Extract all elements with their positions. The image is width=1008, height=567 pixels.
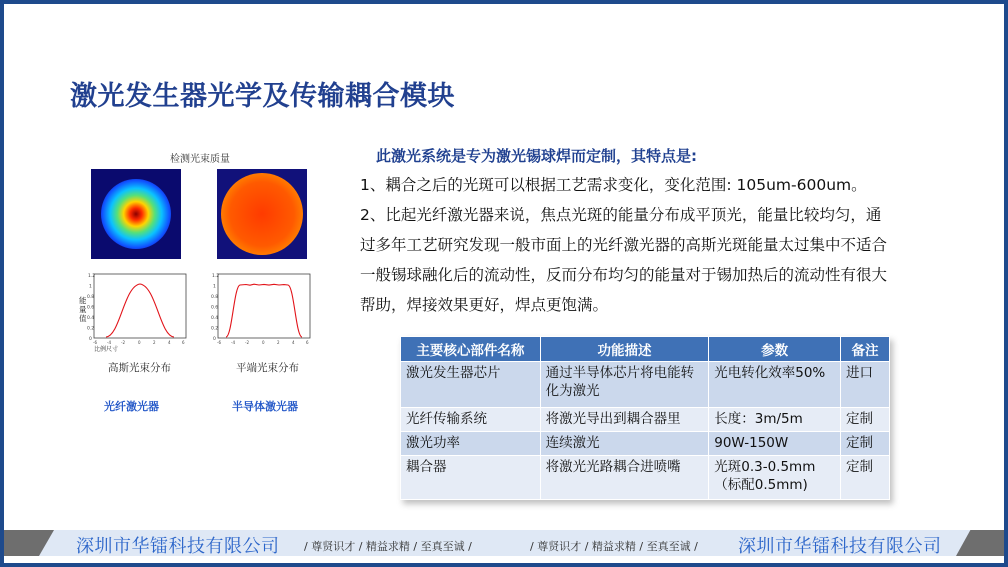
ytick: 0 [89, 337, 92, 342]
page-title: 激光发生器光学及传输耦合模块 [70, 81, 455, 112]
xtick: 4 [292, 340, 295, 345]
beam-quality-figure [78, 136, 342, 426]
table-cell: 连续激光 [540, 432, 709, 456]
xtick: -6 [217, 340, 221, 345]
gaussian-profile-plot [78, 272, 190, 352]
quality-label: 检测光束质量 [170, 154, 230, 165]
table-cell: 将激光光路耦合进喷嘴 [540, 456, 709, 500]
column-header: 主要核心部件名称 [401, 337, 541, 362]
flat-top-caption: 平端光束分布 [236, 362, 299, 374]
table-cell: 90W-150W [709, 432, 841, 456]
gaussian-curve [106, 284, 174, 337]
table-cell: 激光功率 [401, 432, 541, 456]
ytick: 1 [89, 284, 92, 290]
paragraph-line: 一般锡球融化后的流动性，反而分布均匀的能量对于锡加热后的流动性有很大 [360, 266, 888, 284]
xtick: 2 [153, 340, 156, 345]
table-cell: 光斑0.3-0.5mm（标配0.5mm) [709, 456, 841, 500]
table-cell: 光电转化效率50% [709, 362, 841, 408]
table-cell: 定制 [841, 408, 890, 432]
flat-top-profile-plot [202, 272, 314, 352]
ytick: 0.6 [87, 305, 95, 311]
ytick: 0.4 [87, 316, 95, 321]
paragraph-line: 2、比起光纤激光器来说，焦点光斑的能量分布成平顶光，能量比较均匀，通 [360, 206, 882, 224]
footer-company-name: 深圳市华镭科技有限公司 [76, 536, 280, 557]
ytick: 0.2 [87, 326, 95, 332]
ytick: 0.4 [211, 316, 219, 321]
ytick: 0 [213, 337, 216, 342]
xtick: 6 [306, 340, 309, 345]
table-row [401, 362, 890, 408]
footer-company-name: 深圳市华镭科技有限公司 [738, 536, 942, 557]
footer-motto: / 尊贤识才 / 精益求精 / 至真至诚 / [530, 540, 698, 553]
table-cell: 耦合器 [401, 456, 541, 500]
xtick: 6 [182, 340, 185, 345]
table-cell: 将激光导出到耦合器里 [540, 408, 709, 432]
table-row [401, 408, 890, 432]
gaussian-caption: 高斯光束分布 [108, 362, 171, 374]
table-cell: 长度：3m/5m [709, 408, 841, 432]
ytick: 0.2 [211, 326, 219, 332]
paragraph-line: 过多年工艺研究发现一般市面上的光纤激光器的高斯光斑能量太过集中不适合 [360, 236, 888, 254]
gaussian-beam-image [91, 169, 181, 259]
column-header: 参数 [709, 337, 841, 362]
svg-text:值: 值 [79, 314, 87, 323]
table-cell: 定制 [841, 432, 890, 456]
xtick: -2 [121, 340, 125, 345]
ytick: 1.2 [88, 274, 96, 279]
fiber-laser-label: 光纤激光器 [104, 400, 159, 413]
table-header-row [401, 337, 890, 362]
footer-motto: / 尊贤识才 / 精益求精 / 至真至诚 / [304, 540, 472, 553]
intro-heading: 此激光系统是专为激光锡球焊而定制，其特点是: [376, 147, 698, 165]
table-row [401, 456, 890, 500]
x-ticks [93, 340, 185, 345]
table-cell: 通过半导体芯片将电能转化为激光 [540, 362, 709, 408]
xtick: -6 [93, 340, 97, 345]
xtick: -4 [231, 340, 235, 345]
ytick: 0.8 [211, 295, 219, 300]
paragraph-line: 帮助，焊接效果更好，焊点更饱满。 [360, 296, 609, 314]
ytick: 0.8 [87, 295, 95, 300]
footer-banner [4, 524, 1004, 563]
ytick: 0.6 [211, 305, 219, 311]
table-cell: 定制 [841, 456, 890, 500]
paragraph-line: 1、耦合之后的光斑可以根据工艺需求变化，变化范围: 105um-600um。 [360, 176, 867, 194]
table-cell: 激光发生器芯片 [401, 362, 541, 408]
column-header: 功能描述 [540, 337, 709, 362]
flat-top-curve [226, 284, 302, 337]
x-ticks-flat [217, 340, 309, 345]
svg-text:能: 能 [79, 296, 87, 305]
xtick: 0 [138, 340, 141, 345]
table-cell: 进口 [841, 362, 890, 408]
y-axis-label [79, 295, 87, 323]
ytick: 1.2 [212, 274, 220, 279]
xtick: -4 [107, 340, 111, 345]
column-header: 备注 [841, 337, 890, 362]
table-cell: 光纤传输系统 [401, 408, 541, 432]
table-row [401, 432, 890, 456]
svg-text:量: 量 [79, 305, 87, 314]
xtick: 0 [262, 340, 265, 345]
flat-top-beam-image [217, 169, 307, 259]
x-axis-label: 比例尺寸 [94, 346, 119, 352]
xtick: 2 [277, 340, 280, 345]
xtick: -2 [245, 340, 249, 345]
component-spec-table [400, 336, 890, 500]
ytick: 1 [213, 284, 216, 290]
xtick: 4 [168, 340, 171, 345]
semiconductor-laser-label: 半导体激光器 [232, 400, 298, 413]
